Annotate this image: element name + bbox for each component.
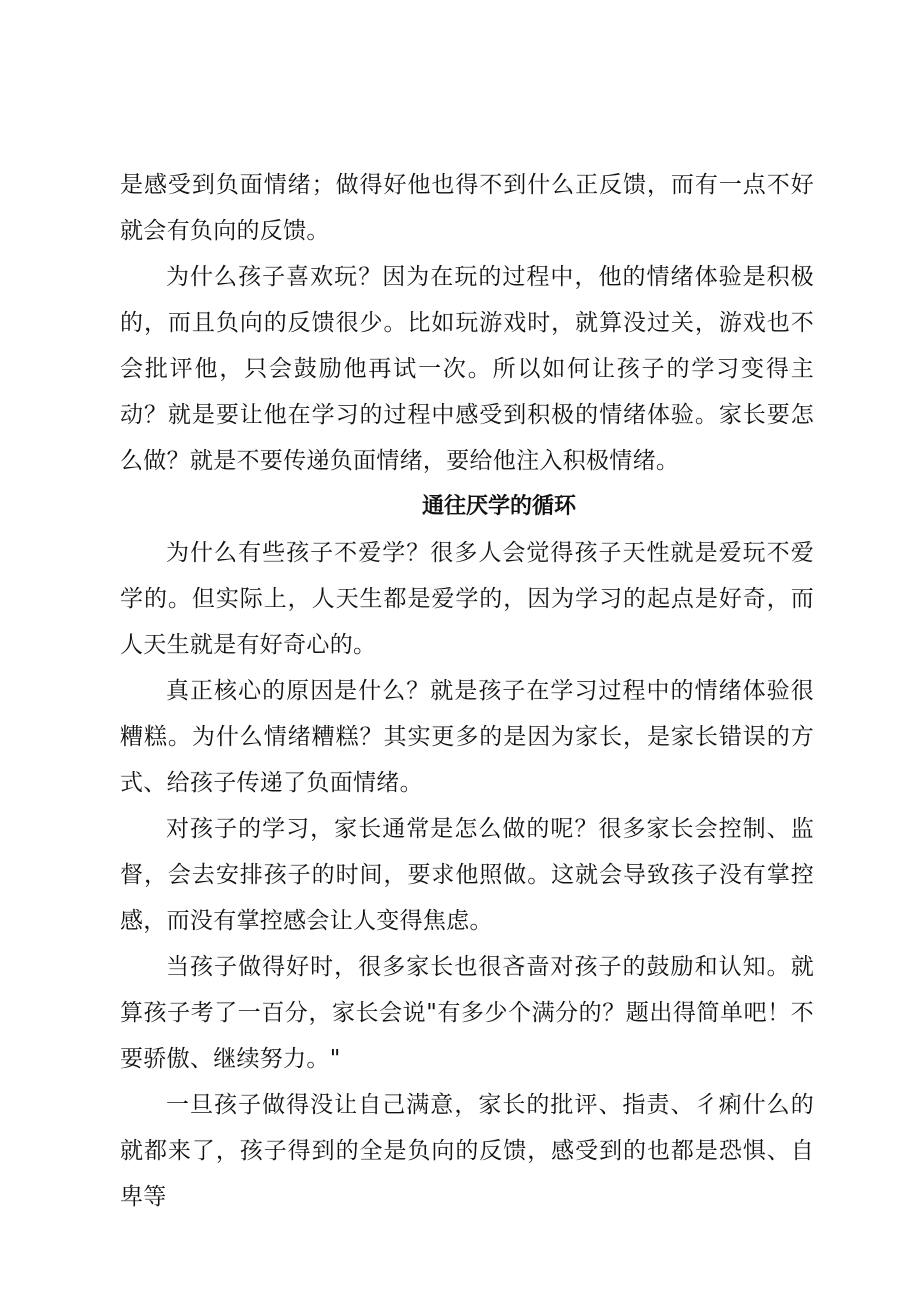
paragraph-continuation: 是感受到负面情绪；做得好他也得不到什么正反馈，而有一点不好就会有负向的反馈。	[120, 172, 814, 244]
document-body	[120, 162, 814, 1220]
paragraph-parent-control: 对孩子的学习，家长通常是怎么做的呢？很多家长会控制、监督，会去安排孩子的时间，要求他照做。这就会导致孩子没有掌控感，而没有掌控感会让人变得焦虑。	[120, 816, 814, 934]
paragraph-stingy-praise: 当孩子做得好时，很多家长也很吝啬对孩子的鼓励和认知。就算孩子考了一百分，家长会说"有多少个满分的？题出得简单吧！不要骄傲、继续努力。"	[120, 954, 814, 1072]
paragraph-core-reason: 真正核心的原因是什么？就是孩子在学习过程中的情绪体验很糟糕。为什么情绪糟糕？其实更多的是因为家长，是家长错误的方式、给孩子传递了负面情绪。	[120, 678, 814, 796]
section-heading: 通往厌学的循环	[421, 494, 576, 519]
paragraph-why-kids-like-play: 为什么孩子喜欢玩？因为在玩的过程中，他的情绪体验是积极的，而且负向的反馈很少。比如玩游戏时，就算没过关，游戏也不会批评他，只会鼓励他再试一次。所以如何让孩子的学习变得主动？就是要让他在学习的过程中感受到积极的情绪体验。家长要怎么做？就是不要传递负面情绪，要给他注入积极情绪。	[120, 264, 814, 474]
paragraph-negative-feedback: 一旦孩子做得没让自己满意，家长的批评、指责、彳痢什么的就都来了，孩子得到的全是负向的反馈，感受到的也都是恐惧、自卑等	[120, 1092, 814, 1210]
paragraph-why-not-love-learning: 为什么有些孩子不爱学？很多人会觉得孩子天性就是爱玩不爱学的。但实际上，人天生都是爱学的，因为学习的起点是好奇，而人天生就是有好奇心的。	[120, 540, 814, 658]
